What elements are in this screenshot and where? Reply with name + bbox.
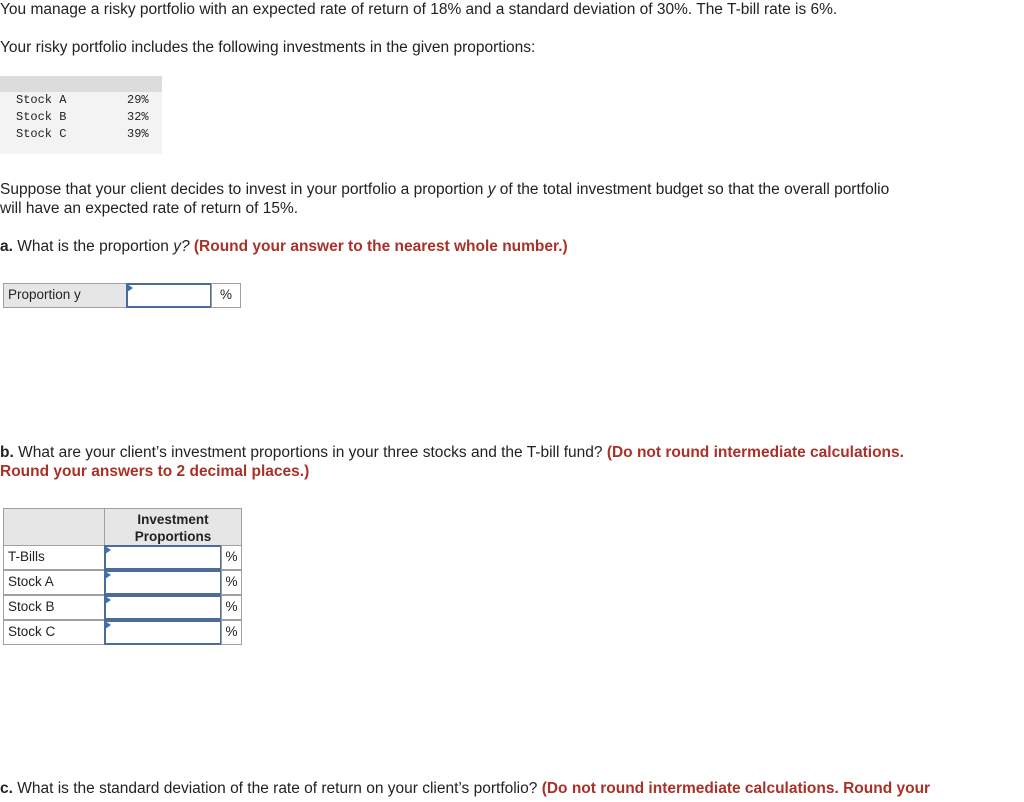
holdings-row xyxy=(0,92,162,109)
suppose-line-1 xyxy=(0,180,889,199)
stock-a-input[interactable] xyxy=(104,570,222,595)
part-c-label: c. xyxy=(0,780,13,797)
proportion-y-input[interactable] xyxy=(126,283,212,308)
suppose-variable: y xyxy=(487,181,496,198)
investment-proportions-header: Investment Proportions xyxy=(104,508,242,546)
part-b-label: b. xyxy=(0,444,14,461)
intro-text: You manage a risky portfolio with an expected rate of return of 18% and a standard deviation of 30%. The T-bill rate is 6%. xyxy=(0,1,838,18)
part-b-question xyxy=(0,443,904,462)
part-a-question-text: What is the proportion xyxy=(17,238,169,255)
row-label-stock-a: Stock A xyxy=(3,570,105,595)
proportion-y-label: Proportion y xyxy=(3,283,128,308)
stock-c-unit: % xyxy=(221,620,242,645)
part-b-instruction-1: (Do not round intermediate calculations. xyxy=(606,444,904,461)
part-a-variable: y? xyxy=(173,238,190,255)
holdings-row xyxy=(0,109,162,126)
table-corner-header xyxy=(3,508,105,546)
part-a-label: a. xyxy=(0,238,13,255)
stock-a-unit: % xyxy=(221,570,242,595)
row-label-tbills: T-Bills xyxy=(3,545,105,570)
holding-name: Stock C xyxy=(16,127,67,141)
part-b-question-text: What are your client’s investment proportions in your three stocks and the T-bill fund? xyxy=(18,444,603,461)
part-a-instruction: (Round your answer to the nearest whole number.) xyxy=(193,238,568,255)
holdings-row xyxy=(0,126,162,143)
stock-b-unit: % xyxy=(221,595,242,620)
part-a-question xyxy=(0,237,568,256)
part-c-instruction: (Do not round intermediate calculations. Round your xyxy=(541,780,931,797)
part-b-instruction-2: Round your answers to 2 decimal places.) xyxy=(0,463,310,480)
tbills-input[interactable] xyxy=(104,545,222,570)
suppose-text-a: Suppose that your client decides to invest in your portfolio a proportion xyxy=(0,181,484,198)
suppose-text-b: of the total investment budget so that the overall portfolio xyxy=(499,181,890,198)
holding-percent: 39% xyxy=(127,127,149,141)
suppose-line-2: will have an expected rate of return of 15%. xyxy=(0,200,299,217)
stock-c-input[interactable] xyxy=(104,620,222,645)
holding-name: Stock B xyxy=(16,110,67,124)
holdings-table xyxy=(0,76,162,154)
stock-b-input[interactable] xyxy=(104,595,222,620)
holding-percent: 29% xyxy=(127,93,149,107)
holding-percent: 32% xyxy=(127,110,149,124)
holdings-header-bar xyxy=(0,76,162,92)
proportion-y-unit: % xyxy=(211,283,241,308)
part-c-question xyxy=(0,779,930,798)
holdings-intro-text: Your risky portfolio includes the following investments in the given proportions: xyxy=(0,39,536,56)
row-label-stock-c: Stock C xyxy=(3,620,105,645)
holding-name: Stock A xyxy=(16,93,67,107)
row-label-stock-b: Stock B xyxy=(3,595,105,620)
tbills-unit: % xyxy=(221,545,242,570)
part-c-question-text: What is the standard deviation of the rate of return on your client’s portfolio? xyxy=(17,780,538,797)
